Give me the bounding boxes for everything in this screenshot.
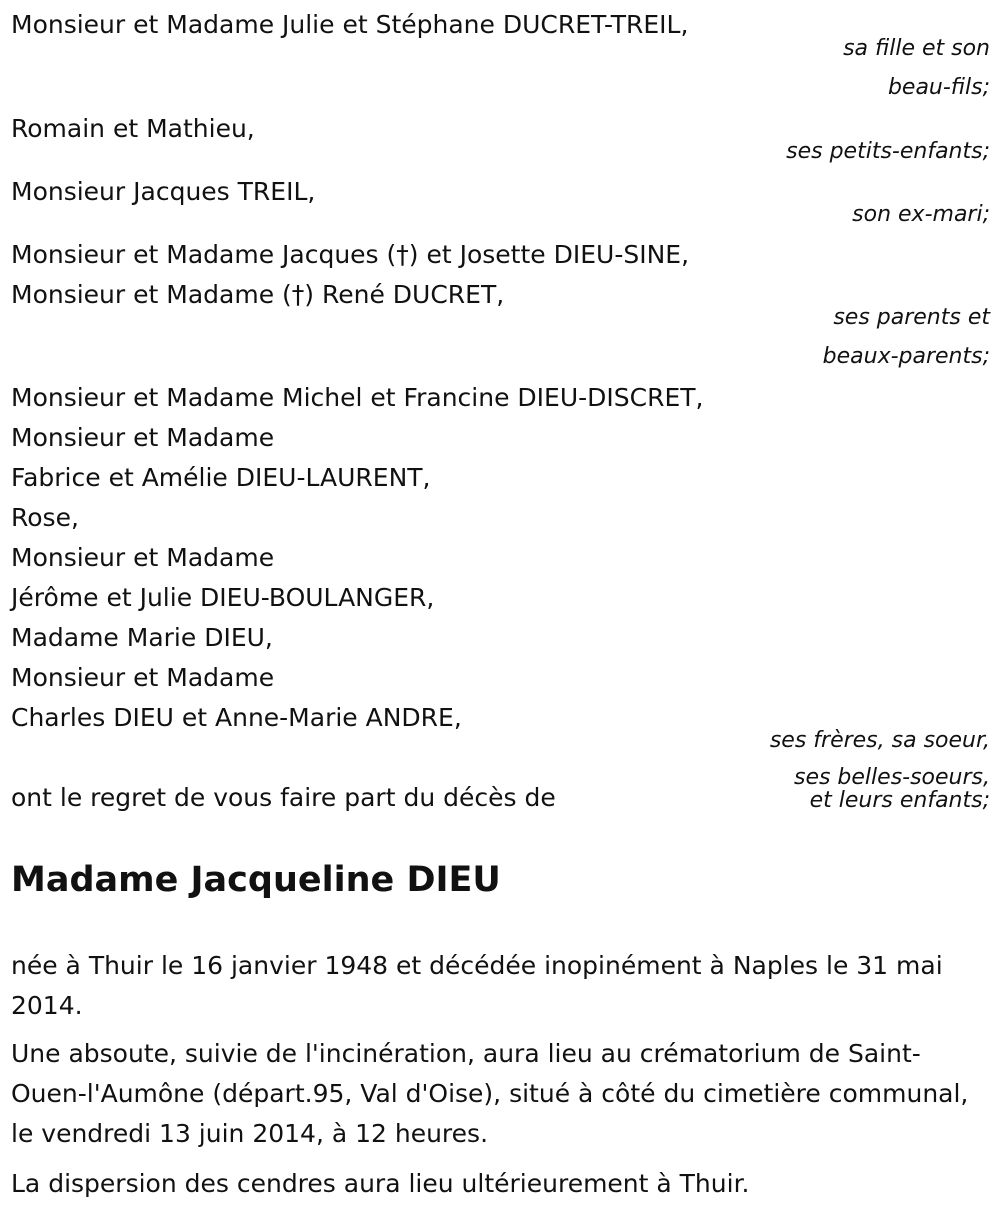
relation-grandchildren: ses petits-enfants; bbox=[786, 139, 990, 164]
birth-death-paragraph: née à Thuir le 16 janvier 1948 et décédée inopinément à Naples le 31 mai 2014. bbox=[11, 951, 943, 1020]
ceremony-paragraph: Une absoute, suivie de l'incinération, aura lieu au crématorium de Saint-Ouen-l'Aumône (départ.95, Val d'Oise), situé à côté du cimetière communal, le vendredi 13 juin 2014, à 12 heures. bbox=[11, 1039, 969, 1148]
announcement-text: ont le regret de vous faire part du décès de bbox=[11, 783, 556, 812]
family-line-parents-2: Monsieur et Madame (†) René DUCRET, bbox=[11, 280, 505, 309]
relation-siblings-c: et leurs enfants; bbox=[809, 788, 990, 813]
relation-siblings-b: ses belles-soeurs, bbox=[793, 765, 990, 790]
relation-parents-b: beaux-parents; bbox=[822, 344, 990, 369]
family-line-siblings-2: Monsieur et Madame bbox=[11, 423, 275, 452]
relation-parents-a: ses parents et bbox=[833, 305, 990, 330]
family-line-parents-1: Monsieur et Madame Jacques (†) et Josette DIEU-SINE, bbox=[11, 240, 690, 269]
family-line-siblings-4: Rose, bbox=[11, 503, 79, 532]
relation-siblings-a: ses frères, sa soeur, bbox=[769, 728, 990, 753]
family-line-grandchildren: Romain et Mathieu, bbox=[11, 114, 255, 143]
family-line-siblings-3: Fabrice et Amélie DIEU-LAURENT, bbox=[11, 463, 431, 492]
family-line-siblings-8: Monsieur et Madame bbox=[11, 663, 275, 692]
relation-ex-husband: son ex-mari; bbox=[852, 202, 990, 227]
family-line-siblings-7: Madame Marie DIEU, bbox=[11, 623, 273, 652]
family-line-siblings-9: Charles DIEU et Anne-Marie ANDRE, bbox=[11, 703, 462, 732]
relation-daughter-b: beau-fils; bbox=[887, 75, 990, 100]
relation-daughter-a: sa fille et son bbox=[843, 36, 990, 61]
family-line-siblings-1: Monsieur et Madame Michel et Francine DIEU-DISCRET, bbox=[11, 383, 704, 412]
family-line-siblings-5: Monsieur et Madame bbox=[11, 543, 275, 572]
deceased-name: Madame Jacqueline DIEU bbox=[11, 860, 501, 900]
family-line-daughter: Monsieur et Madame Julie et Stéphane DUCRET-TREIL, bbox=[11, 10, 689, 39]
family-line-ex-husband: Monsieur Jacques TREIL, bbox=[11, 177, 316, 206]
family-line-siblings-6: Jérôme et Julie DIEU-BOULANGER, bbox=[11, 583, 435, 612]
ashes-paragraph: La dispersion des cendres aura lieu ultérieurement à Thuir. bbox=[11, 1169, 750, 1198]
